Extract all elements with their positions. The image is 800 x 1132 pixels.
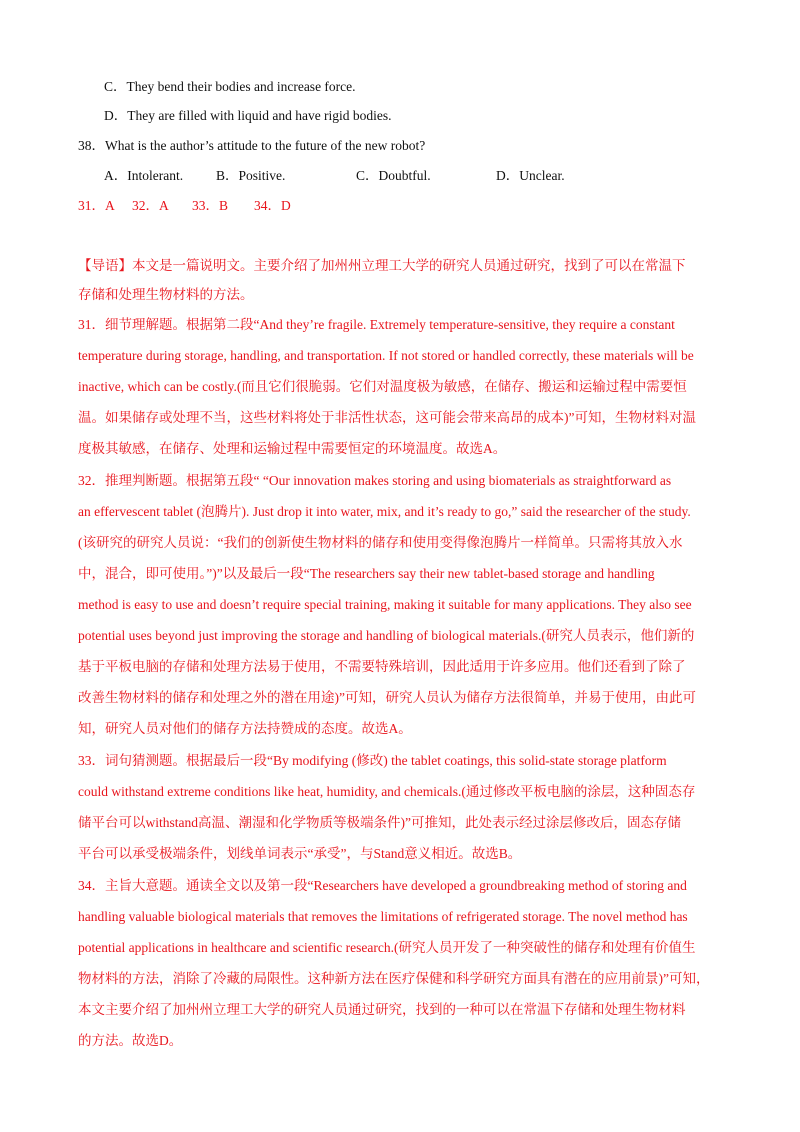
answer-34: 34．D <box>254 198 291 213</box>
answer-key <box>78 197 291 215</box>
explanation-34-line: potential applications in healthcare and scientific research.(研究人员开发了一种突破性的储存和处理有价值生 <box>78 940 696 955</box>
explanation-32-line: 知，研究人员对他们的储存方法持赞成的态度。故选A。 <box>78 721 412 736</box>
intro-line: 存储和处理生物材料的方法。 <box>78 287 254 302</box>
explanation-33-line: could withstand extreme conditions like heat, humidity, and chemicals.(通过修改平板电脑的涂层，这种固态存 <box>78 784 696 799</box>
question-38: 38．What is the author’s attitude to the future of the new robot? <box>78 138 426 153</box>
explanation-31-line: temperature during storage, handling, and transportation. If not stored or handled correctly, these materials will be <box>78 348 694 363</box>
explanation-33-line: 储平台可以withstand高温、潮湿和化学物质等极端条件)”可推知，此处表示经过涂层修改后，固态存储 <box>78 815 681 830</box>
explanation-32-line: 中，混合，即可使用。”)”以及最后一段“The researchers say their new tablet-based storage and handling <box>78 566 655 581</box>
q38-option-d: D．Unclear. <box>496 168 565 183</box>
explanation-33-line: 33．词句猜测题。根据最后一段“By modifying (修改) the tablet coatings, this solid-state storage platform <box>78 753 667 768</box>
explanation-32-line: an effervescent tablet (泡腾片). Just drop it into water, mix, and it’s ready to go,” said the researcher of the study. <box>78 504 691 519</box>
explanation-33-line: 平台可以承受极端条件，划线单词表示“承受”，与Stand意义相近。故选B。 <box>78 846 522 861</box>
explanation-32-line: 改善生物材料的储存和处理之外的潜在用途)”可知，研究人员认为储存方法很简单，并易于使用，由此可 <box>78 690 696 705</box>
intro-line: 【导语】本文是一篇说明文。主要介绍了加州州立理工大学的研究人员通过研究，找到了可以在常温下 <box>78 258 686 273</box>
explanation-34-line: 本文主要介绍了加州州立理工大学的研究人员通过研究，找到的一种可以在常温下存储和处理生物材料 <box>78 1002 686 1017</box>
explanation-31-line: 温。如果储存或处理不当，这些材料将处于非活性状态，这可能会带来高昂的成本)”可知，生物材料对温 <box>78 410 696 425</box>
explanation-34-line: 物材料的方法，消除了冷藏的局限性。这种新方法在医疗保健和科学研究方面具有潜在的应用前景)”可知， <box>78 971 710 986</box>
explanation-34-line: 的方法。故选D。 <box>78 1033 183 1048</box>
explanation-31-line: 度极其敏感，在储存、处理和运输过程中需要恒定的环境温度。故选A。 <box>78 441 507 456</box>
explanation-32-line: potential uses beyond just improving the storage and handling of biological materials.(研究人员表示，他们新的 <box>78 628 695 643</box>
question-38-options <box>104 167 565 185</box>
explanation-32-line: method is easy to use and doesn’t require special training, making it suitable for many applications. They also see <box>78 597 692 612</box>
answer-33: 33．B <box>192 198 229 213</box>
explanation-31-line: inactive, which can be costly.(而且它们很脆弱。它们对温度极为敏感，在储存、搬运和运输过程中需要恒 <box>78 379 687 394</box>
q38-option-c: C．Doubtful. <box>356 168 431 183</box>
q38-option-b: B．Positive. <box>216 168 286 183</box>
explanation-32-line: 基于平板电脑的存储和处理方法易于使用，不需要特殊培训，因此适用于许多应用。他们还看到了除了 <box>78 659 686 674</box>
option-c: C．They bend their bodies and increase force. <box>104 79 356 94</box>
explanation-32-line: (该研究的研究人员说：“我们的创新使生物材料的储存和使用变得像泡腾片一样简单。只需将其放入水 <box>78 535 683 550</box>
explanation-34-line: handling valuable biological materials that removes the limitations of refrigerated storage. The novel method has <box>78 909 688 924</box>
option-d: D．They are filled with liquid and have rigid bodies. <box>104 108 392 123</box>
q38-option-a: A．Intolerant. <box>104 168 184 183</box>
answer-31: 31．A <box>78 198 115 213</box>
explanation-32-line: 32．推理判断题。根据第五段“ “Our innovation makes storing and using biomaterials as straightforward as <box>78 473 672 488</box>
explanation-31-line: 31．细节理解题。根据第二段“And they’re fragile. Extremely temperature-sensitive, they require a constant <box>78 317 675 332</box>
answer-32: 32．A <box>132 198 169 213</box>
explanation-34-line: 34．主旨大意题。通读全文以及第一段“Researchers have developed a groundbreaking method of storing and <box>78 878 687 893</box>
